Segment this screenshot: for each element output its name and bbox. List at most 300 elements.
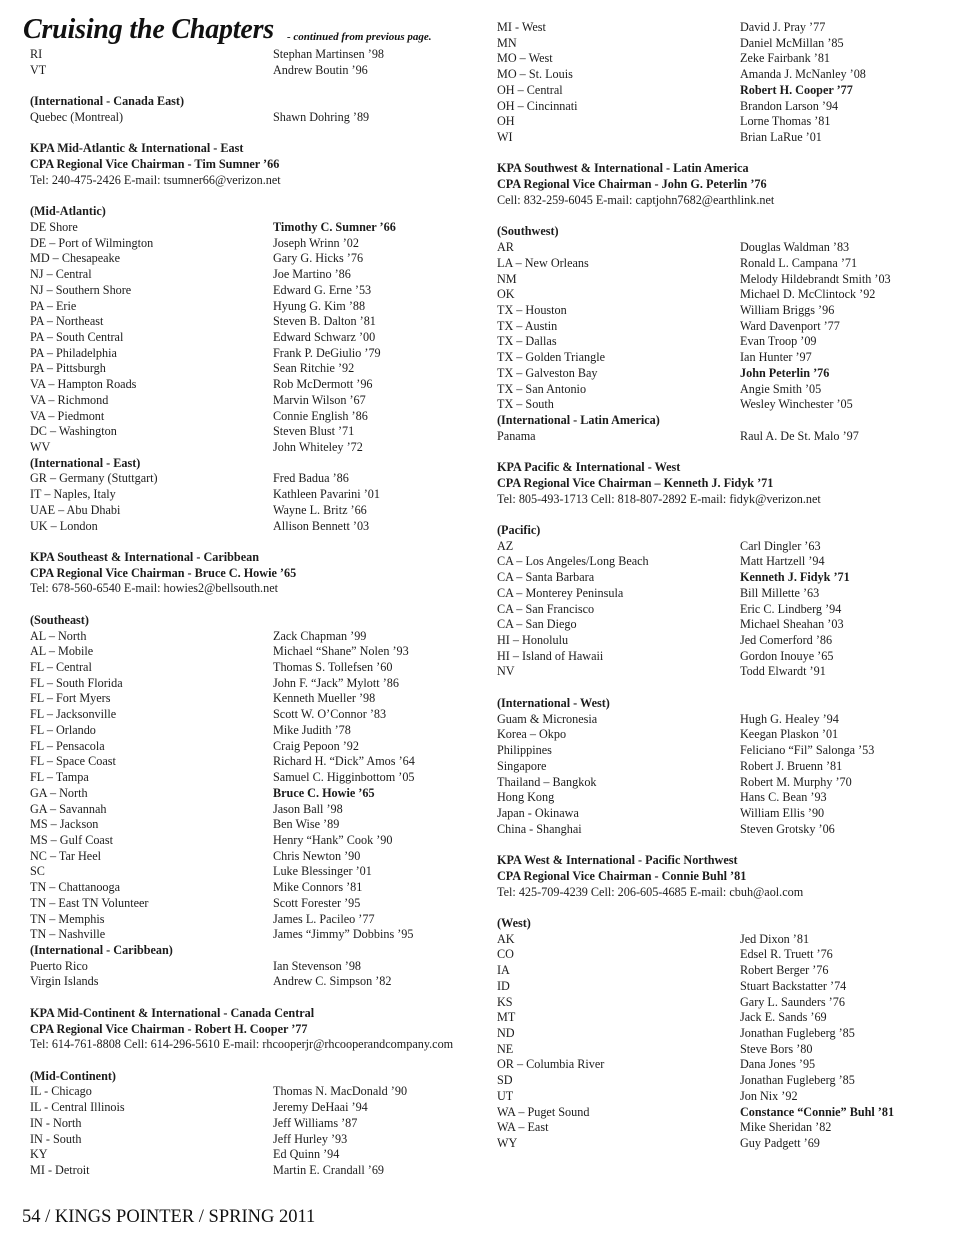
chapter-name: PA – Northeast	[30, 314, 104, 329]
section-heading: KPA Southeast & International - Caribbean	[30, 550, 259, 564]
chapter-contact: Jason Ball ’98	[273, 801, 343, 816]
chapter-contact: Frank P. DeGiulio ’79	[273, 345, 381, 360]
chapter-row	[30, 849, 470, 865]
chapter-row	[497, 67, 927, 83]
chapter-name: Japan - Okinawa	[497, 805, 579, 820]
chapter-name: Guam & Micronesia	[497, 711, 598, 726]
chapter-name: NV	[497, 664, 515, 679]
chapter-row	[497, 256, 927, 272]
chapter-contact: Ian Hunter ’97	[740, 350, 812, 365]
chapter-contact: Stephan Martinsen ’98	[273, 47, 385, 61]
chapter-contact: Chris Newton ’90	[273, 848, 361, 863]
chapter-contact: Jeff Hurley ’93	[273, 1131, 348, 1146]
section-heading: (Mid-Continent)	[30, 1068, 116, 1083]
chapter-row	[30, 723, 470, 739]
section-heading: CPA Regional Vice Chairman – Kenneth J. Fidyk ’71	[497, 475, 774, 490]
chapter-name: DE Shore	[30, 219, 78, 234]
chapter-row	[497, 775, 927, 791]
chapter-name: MI - West	[497, 20, 546, 34]
chapter-contact: Hans C. Bean ’93	[740, 790, 827, 805]
chapter-row	[497, 712, 927, 728]
chapter-contact: Hugh G. Healey ’94	[740, 711, 839, 726]
chapter-contact: Brian LaRue ’01	[740, 130, 822, 145]
section-heading: (International - West)	[497, 695, 610, 710]
chapter-row	[30, 896, 470, 912]
chapter-row	[497, 83, 927, 99]
spacer	[497, 680, 927, 696]
chapter-row	[497, 272, 927, 288]
contact-line: Tel: 425-709-4239 Cell: 206-605-4685 E-mail: cbuh@aol.com	[497, 884, 804, 899]
chapter-row	[497, 586, 927, 602]
chapter-contact: Lorne Thomas ’81	[740, 114, 831, 129]
chapter-name: HI – Honolulu	[497, 633, 569, 648]
section-heading: (Southeast)	[30, 612, 89, 627]
chapter-name: WA – Puget Sound	[497, 1104, 590, 1119]
chapter-contact: Jon Nix ’92	[740, 1088, 798, 1103]
spacer	[497, 507, 927, 523]
chapter-contact: Edsel R. Truett ’76	[740, 947, 833, 962]
section-heading: CPA Regional Vice Chairman - Bruce C. Howie ’65	[30, 565, 297, 580]
chapter-contact: Michael “Shane” Nolen ’93	[273, 644, 409, 659]
chapter-name: FL – Tampa	[30, 770, 89, 785]
chapter-row	[497, 114, 927, 130]
chapter-row	[30, 314, 470, 330]
chapter-name: TX – San Antonio	[497, 381, 587, 396]
chapter-contact: Gary G. Hicks ’76	[273, 251, 364, 266]
chapter-row	[497, 602, 927, 618]
chapter-contact: Fred Badua ’86	[273, 471, 349, 486]
chapter-contact: Andrew C. Simpson ’82	[273, 974, 392, 989]
chapter-name: TN – East TN Volunteer	[30, 895, 149, 910]
chapter-name: MI - Detroit	[30, 1163, 90, 1178]
chapter-row	[30, 754, 470, 770]
chapter-row	[497, 759, 927, 775]
chapter-contact: Craig Pepoon ’92	[273, 738, 359, 753]
chapter-contact: Constance “Connie” Buhl ’81	[740, 1104, 895, 1119]
section-heading: CPA Regional Vice Chairman - Robert H. Cooper ’77	[30, 1021, 308, 1036]
chapter-contact: Allison Bennett ’03	[273, 518, 370, 533]
section-heading: KPA Southwest & International - Latin America	[497, 161, 749, 176]
chapter-name: Quebec (Montreal)	[30, 109, 124, 124]
chapter-name: MD – Chesapeake	[30, 251, 121, 266]
chapter-row	[497, 319, 927, 335]
chapter-contact: Scott Forester ’95	[273, 895, 361, 910]
chapter-name: MO – West	[497, 51, 553, 66]
chapter-contact: Bruce C. Howie ’65	[273, 785, 375, 800]
chapter-list-right	[497, 20, 927, 1152]
chapter-contact: Michael Sheahan ’03	[740, 617, 844, 632]
chapter-contact: John Whiteley ’72	[273, 439, 363, 454]
chapter-name: RI	[30, 47, 43, 61]
chapter-contact: Wesley Winchester ’05	[740, 397, 853, 412]
chapter-row	[30, 346, 470, 362]
chapter-row	[497, 617, 927, 633]
chapter-row	[497, 664, 927, 680]
chapter-row	[497, 995, 927, 1011]
chapter-name: HI – Island of Hawaii	[497, 648, 604, 663]
chapter-name: GA – Savannah	[30, 801, 107, 816]
chapter-name: FL – Space Coast	[30, 754, 116, 769]
chapter-name: DE – Port of Wilmington	[30, 235, 154, 250]
chapter-name: GA – North	[30, 785, 88, 800]
chapter-row	[30, 629, 470, 645]
chapter-name: NC – Tar Heel	[30, 848, 102, 863]
chapter-row	[30, 393, 470, 409]
chapter-name: Puerto Rico	[30, 958, 88, 973]
chapter-contact: Richard H. “Dick” Amos ’64	[273, 754, 415, 769]
chapter-row	[497, 1120, 927, 1136]
chapter-contact: Todd Elwardt ’91	[740, 664, 826, 679]
chapter-name: CA – San Diego	[497, 617, 577, 632]
chapter-contact: William Ellis ’90	[740, 805, 825, 820]
chapter-contact: Gary L. Saunders ’76	[740, 994, 845, 1009]
chapter-row	[30, 503, 470, 519]
chapter-name: VA – Piedmont	[30, 408, 105, 423]
chapter-contact: Luke Blessinger ’01	[273, 864, 372, 879]
chapter-contact: Evan Troop ’09	[740, 334, 817, 349]
chapter-row	[30, 299, 470, 315]
chapter-name: NJ – Southern Shore	[30, 282, 132, 297]
chapter-row	[30, 802, 470, 818]
chapter-name: Panama	[497, 428, 536, 443]
chapter-name: WA – East	[497, 1120, 549, 1135]
chapter-name: AK	[497, 931, 515, 946]
column-top-spacer	[497, 0, 927, 20]
chapter-row	[30, 959, 470, 975]
chapter-name: TX – South	[497, 397, 554, 412]
chapter-contact: Angie Smith ’05	[740, 381, 822, 396]
chapter-contact: Rob McDermott ’96	[273, 377, 373, 392]
chapter-contact: Joseph Wrinn ’02	[273, 235, 359, 250]
chapter-contact: Martin E. Crandall ’69	[273, 1163, 385, 1178]
chapter-name: LA – New Orleans	[497, 255, 589, 270]
chapter-name: VA – Richmond	[30, 392, 109, 407]
chapter-contact: Robert J. Bruenn ’81	[740, 758, 843, 773]
chapter-contact: Robert H. Cooper ’77	[740, 82, 853, 97]
chapter-contact: Ian Stevenson ’98	[273, 958, 362, 973]
chapter-contact: Dana Jones ’95	[740, 1057, 816, 1072]
chapter-name: OH – Cincinnati	[497, 98, 578, 113]
chapter-contact: Samuel C. Higginbottom ’05	[273, 770, 415, 785]
chapter-row	[30, 47, 470, 63]
chapter-name: WI	[497, 130, 513, 145]
chapter-name: AZ	[497, 538, 514, 553]
chapter-contact: James L. Pacileo ’77	[273, 911, 375, 926]
chapter-name: FL – Jacksonville	[30, 707, 117, 722]
chapter-name: UT	[497, 1088, 514, 1103]
chapter-name: DC – Washington	[30, 424, 117, 439]
spacer	[30, 1053, 470, 1069]
chapter-name: CA – Los Angeles/Long Beach	[497, 554, 649, 569]
chapter-row	[30, 251, 470, 267]
chapter-name: FL – South Florida	[30, 675, 123, 690]
chapter-row	[30, 220, 470, 236]
chapter-name: ND	[497, 1026, 515, 1040]
spacer	[30, 597, 470, 613]
chapter-contact: Melody Hildebrandt Smith ’03	[740, 271, 891, 286]
chapter-name: CO	[497, 947, 514, 962]
spacer	[497, 444, 927, 460]
chapter-contact: David J. Pray ’77	[740, 20, 826, 34]
chapter-name: PA – Pittsburgh	[30, 361, 106, 376]
chapter-row	[30, 786, 470, 802]
chapter-row	[497, 36, 927, 52]
spacer	[30, 78, 470, 94]
section-heading: (International - East)	[30, 455, 141, 470]
chapter-row	[30, 912, 470, 928]
chapter-row	[497, 743, 927, 759]
chapter-contact: Shawn Dohring ’89	[273, 109, 370, 124]
chapter-name: OK	[497, 287, 515, 302]
chapter-name: IN - North	[30, 1115, 82, 1130]
chapter-contact: Steven Grotsky ’06	[740, 821, 835, 836]
chapter-row	[497, 397, 927, 413]
chapter-row	[497, 1073, 927, 1089]
page-title: Cruising the Chapters	[23, 14, 274, 45]
chapter-contact: Jonathan Fugleberg ’85	[740, 1073, 855, 1088]
chapter-row	[30, 409, 470, 425]
chapter-row	[30, 660, 470, 676]
chapter-row	[30, 833, 470, 849]
section-heading: (Mid-Atlantic)	[30, 204, 106, 219]
right-column	[497, 0, 927, 1152]
chapter-name: TN – Memphis	[30, 911, 105, 926]
chapter-row	[497, 287, 927, 303]
chapter-row	[497, 570, 927, 586]
chapter-name: OH	[497, 114, 515, 129]
chapter-name: SC	[30, 864, 45, 879]
chapter-name: TX – Galveston Bay	[497, 365, 598, 380]
chapter-row	[30, 1116, 470, 1132]
chapter-contact: Douglas Waldman ’83	[740, 240, 850, 255]
chapter-name: MS – Gulf Coast	[30, 832, 113, 847]
spacer	[497, 837, 927, 853]
chapter-contact: Jack E. Sands ’69	[740, 1010, 827, 1025]
chapter-contact: Carl Dingler ’63	[740, 538, 821, 553]
chapter-contact: John F. “Jack” Mylott ’86	[273, 675, 399, 690]
chapter-contact: James “Jimmy” Dobbins ’95	[273, 927, 414, 942]
chapter-name: FL – Central	[30, 660, 92, 675]
spacer	[497, 900, 927, 916]
section-heading: (International - Canada East)	[30, 94, 185, 109]
chapter-name: PA – Philadelphia	[30, 345, 117, 360]
chapter-row	[30, 330, 470, 346]
chapter-name: UK – London	[30, 518, 98, 533]
contact-line: Tel: 678-560-6540 E-mail: howies2@bellsouth.net	[30, 581, 278, 596]
chapter-row	[497, 963, 927, 979]
chapter-row	[497, 1136, 927, 1152]
chapter-row	[497, 20, 927, 36]
chapter-row	[497, 1010, 927, 1026]
chapter-row	[497, 429, 927, 445]
chapter-name: IL - Central Illinois	[30, 1100, 125, 1115]
chapter-contact: Gordon Inouye ’65	[740, 648, 834, 663]
chapter-name: ID	[497, 978, 510, 993]
chapter-contact: Andrew Boutin ’96	[273, 62, 368, 77]
chapter-row	[497, 130, 927, 146]
section-heading: (Pacific)	[497, 523, 541, 537]
page-header	[23, 0, 470, 47]
chapter-contact: Mike Judith ’78	[273, 722, 351, 737]
section-heading: CPA Regional Vice Chairman - Connie Buhl ’81	[497, 868, 747, 883]
chapter-row	[30, 676, 470, 692]
section-heading: (West)	[497, 915, 531, 930]
chapter-name: IA	[497, 963, 510, 978]
chapter-name: FL – Pensacola	[30, 738, 105, 753]
chapter-row	[497, 633, 927, 649]
chapter-row	[497, 1042, 927, 1058]
chapter-row	[497, 790, 927, 806]
chapter-contact: Kathleen Pavarini ’01	[273, 487, 380, 502]
chapter-row	[497, 539, 927, 555]
chapter-name: PA – Erie	[30, 298, 77, 313]
chapter-name: PA – South Central	[30, 329, 124, 344]
chapter-name: IN - South	[30, 1131, 82, 1146]
chapter-row	[497, 932, 927, 948]
chapter-name: TN – Nashville	[30, 927, 106, 942]
chapter-row	[30, 739, 470, 755]
chapter-contact: Steven B. Dalton ’81	[273, 314, 376, 329]
chapter-row	[30, 1163, 470, 1179]
chapter-contact: Thomas N. MacDonald ’90	[273, 1084, 408, 1099]
chapter-name: Singapore	[497, 758, 547, 773]
chapter-row	[30, 236, 470, 252]
chapter-name: SD	[497, 1073, 513, 1088]
chapter-name: MS – Jackson	[30, 817, 99, 832]
section-heading: KPA West & International - Pacific Northwest	[497, 853, 738, 868]
chapter-row	[497, 822, 927, 838]
chapter-contact: Jed Dixon ’81	[740, 931, 810, 946]
chapter-row	[497, 727, 927, 743]
chapter-row	[497, 382, 927, 398]
chapter-row	[497, 649, 927, 665]
section-heading: CPA Regional Vice Chairman - Tim Sumner ’66	[30, 157, 280, 172]
chapter-name: TX – Golden Triangle	[497, 350, 605, 365]
section-heading: KPA Pacific & International - West	[497, 460, 681, 475]
chapter-name: TX – Dallas	[497, 334, 557, 349]
chapter-row	[30, 1100, 470, 1116]
section-heading: CPA Regional Vice Chairman - John G. Peterlin ’76	[497, 177, 767, 192]
chapter-contact: Ed Quinn ’94	[273, 1147, 340, 1162]
chapter-row	[30, 471, 470, 487]
chapter-name: MO – St. Louis	[497, 67, 573, 82]
chapter-row	[30, 644, 470, 660]
chapter-contact: Steve Bors ’80	[740, 1041, 813, 1056]
chapter-contact: Joe Martino ’86	[273, 267, 351, 282]
chapter-contact: Kenneth Mueller ’98	[273, 691, 376, 706]
chapter-contact: Connie English ’86	[273, 408, 368, 423]
chapter-name: GR – Germany (Stuttgart)	[30, 471, 158, 486]
chapter-row	[497, 366, 927, 382]
chapter-name: WV	[30, 439, 51, 454]
chapter-row	[497, 1105, 927, 1121]
chapter-row	[30, 283, 470, 299]
chapter-contact: Matt Hartzell ’94	[740, 554, 825, 569]
chapter-contact: Daniel McMillan ’85	[740, 35, 844, 50]
chapter-name: NE	[497, 1041, 514, 1056]
chapter-row	[497, 1057, 927, 1073]
chapter-contact: Jeremy DeHaai ’94	[273, 1100, 368, 1115]
chapter-name: IT – Naples, Italy	[30, 487, 116, 502]
chapter-contact: Marvin Wilson ’67	[273, 392, 366, 407]
chapter-contact: Jed Comerford ’86	[740, 633, 833, 648]
chapter-row	[497, 303, 927, 319]
chapter-row	[497, 334, 927, 350]
chapter-row	[30, 424, 470, 440]
chapter-contact: Ward Davenport ’77	[740, 318, 840, 333]
spacer	[497, 146, 927, 162]
chapter-name: WY	[497, 1136, 518, 1151]
chapter-row	[30, 1132, 470, 1148]
spacer	[30, 126, 470, 142]
chapter-contact: Ronald L. Campana ’71	[740, 255, 858, 270]
chapter-row	[30, 927, 470, 943]
chapter-contact: Sean Ritchie ’92	[273, 361, 355, 376]
chapter-name: CA – San Francisco	[497, 601, 595, 616]
chapter-name: Korea – Okpo	[497, 727, 567, 742]
chapter-contact: Steven Blust ’71	[273, 424, 355, 439]
page-footer: 54 / KINGS POINTER / SPRING 2011	[22, 1207, 316, 1227]
chapter-name: FL – Orlando	[30, 722, 96, 737]
chapter-row	[30, 377, 470, 393]
chapter-contact: Mike Connors ’81	[273, 880, 363, 895]
chapter-row	[30, 440, 470, 456]
chapter-name: MN	[497, 35, 517, 50]
chapter-name: CA – Santa Barbara	[497, 570, 595, 585]
chapter-row	[30, 63, 470, 79]
chapter-contact: Guy Padgett ’69	[740, 1136, 820, 1151]
left-column	[23, 0, 470, 1179]
chapter-contact: William Briggs ’96	[740, 302, 835, 317]
chapter-name: OR – Columbia River	[497, 1057, 605, 1072]
chapter-contact: Eric C. Lindberg ’94	[740, 601, 842, 616]
chapter-row	[497, 979, 927, 995]
chapter-row	[497, 806, 927, 822]
chapter-row	[30, 770, 470, 786]
chapter-contact: Scott W. O’Connor ’83	[273, 707, 387, 722]
chapter-row	[30, 487, 470, 503]
section-heading: KPA Mid-Continent & International - Canada Central	[30, 1005, 315, 1020]
chapter-contact: Ben Wise ’89	[273, 817, 340, 832]
chapter-row	[30, 691, 470, 707]
chapter-contact: Raul A. De St. Malo ’97	[740, 428, 859, 443]
chapter-name: Thailand – Bangkok	[497, 774, 597, 789]
chapter-contact: Kenneth J. Fidyk ’71	[740, 570, 850, 585]
chapter-contact: Stuart Backstatter ’74	[740, 978, 847, 993]
contact-line: Tel: 614-761-8808 Cell: 614-296-5610 E-mail: rhcooperjr@rhcooperandcompany.com	[30, 1037, 454, 1052]
chapter-name: KY	[30, 1147, 48, 1162]
chapter-row	[30, 707, 470, 723]
chapter-contact: Jonathan Fugleberg ’85	[740, 1026, 855, 1040]
chapter-contact: Edward G. Erne ’53	[273, 282, 372, 297]
chapter-contact: Jeff Williams ’87	[273, 1115, 358, 1130]
spacer	[30, 534, 470, 550]
contact-line: Tel: 240-475-2426 E-mail: tsumner66@verizon.net	[30, 172, 281, 187]
chapter-contact: Hyung G. Kim ’88	[273, 298, 366, 313]
chapter-name: AL – North	[30, 628, 87, 643]
chapter-name: FL – Fort Myers	[30, 691, 111, 706]
chapter-contact: Robert M. Murphy ’70	[740, 774, 852, 789]
chapter-row	[30, 1084, 470, 1100]
chapter-contact: Edward Schwarz ’00	[273, 329, 376, 344]
chapter-row	[30, 864, 470, 880]
chapter-name: Philippines	[497, 743, 552, 758]
chapter-row	[30, 361, 470, 377]
chapter-contact: Feliciano “Fil” Salonga ’53	[740, 743, 875, 758]
chapter-row	[30, 267, 470, 283]
chapter-name: OH – Central	[497, 82, 563, 97]
chapter-name: NJ – Central	[30, 267, 92, 282]
